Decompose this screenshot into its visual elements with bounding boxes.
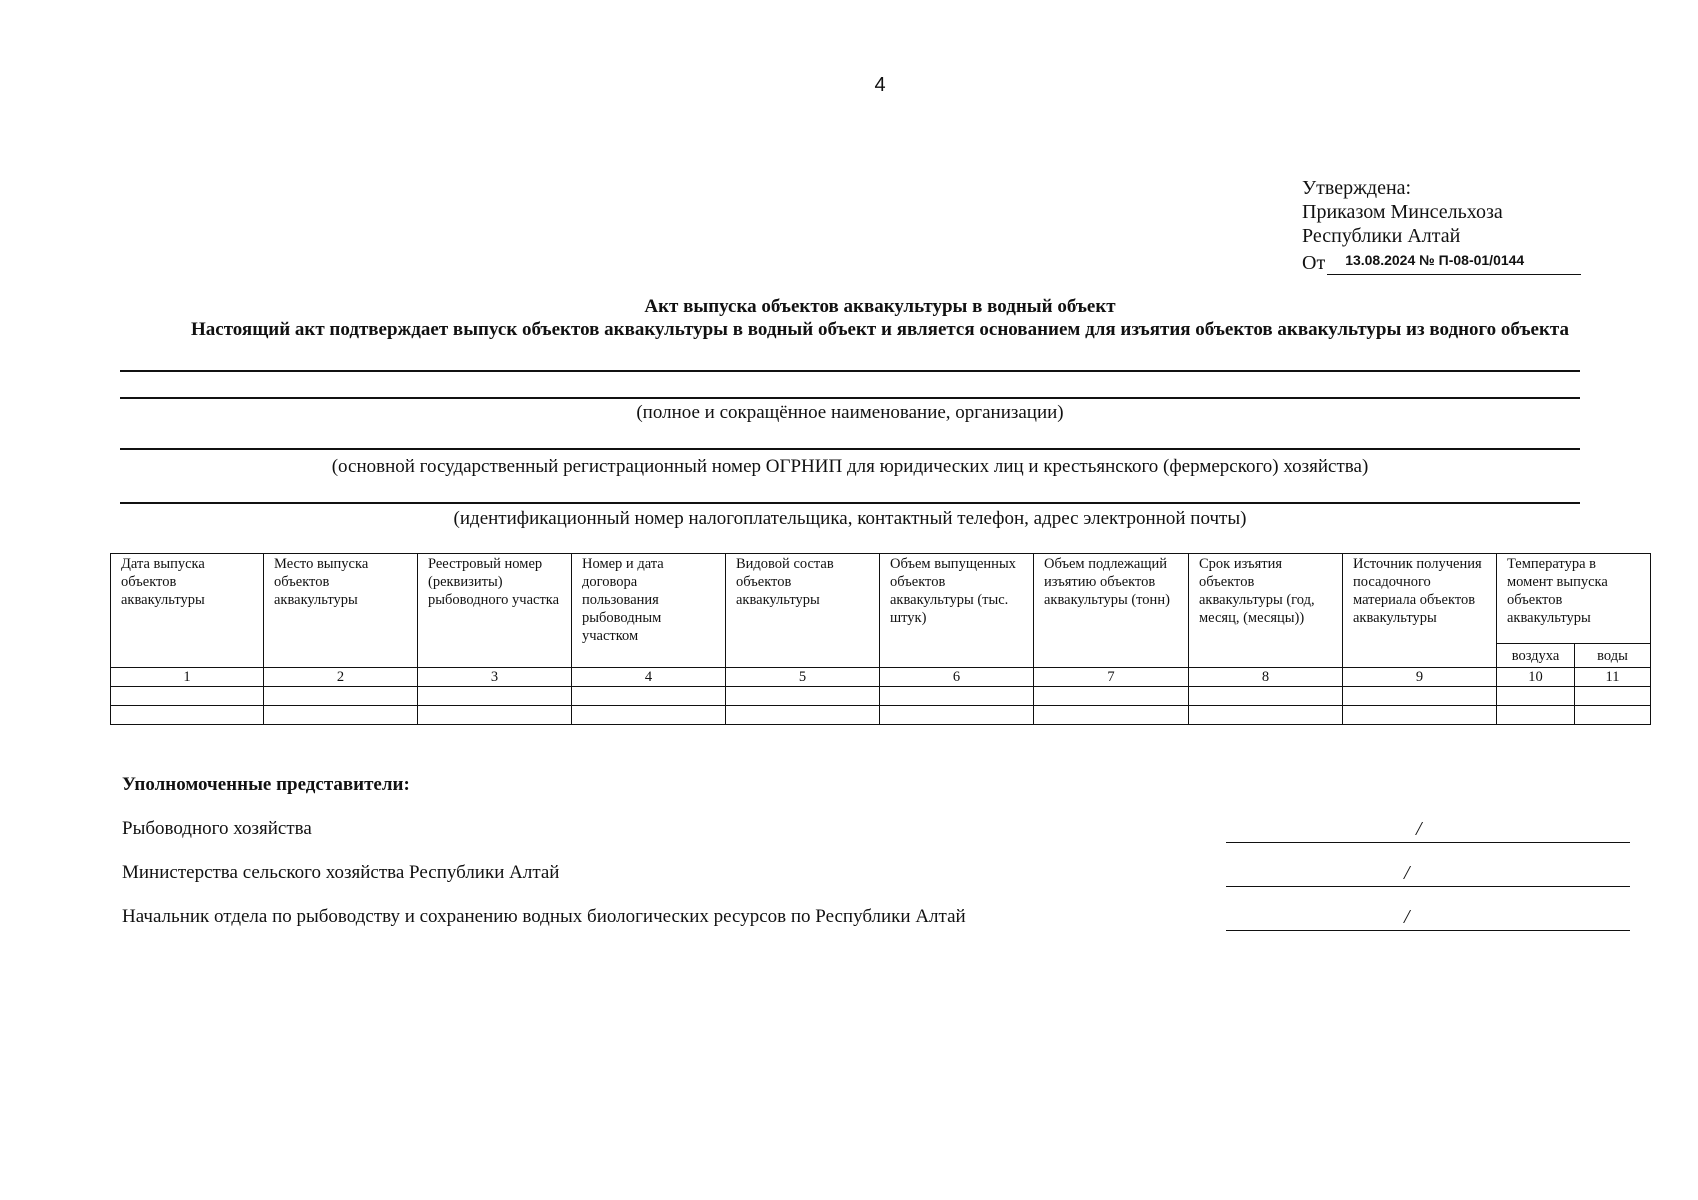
table-row [111,706,1651,725]
table-cell [1575,687,1651,706]
subheader-water: воды [1575,644,1651,668]
table-cell [1034,687,1189,706]
inn-line [120,502,1580,504]
signature-label: Министерства сельского хозяйства Республики Алтай [122,862,560,883]
column-number: 4 [572,668,726,687]
approval-line-3: Республики Алтай [1302,225,1461,247]
table-cell [1034,706,1189,725]
column-number-row [111,668,1651,687]
table-header-row [111,554,1651,644]
subheader-air: воздуха [1497,644,1575,668]
table-cell [1575,706,1651,725]
ogrnip-field [120,448,1580,450]
header-species: Видовой состав объектов аквакультуры [726,554,880,668]
column-number: 10 [1497,668,1575,687]
table-cell [880,687,1034,706]
table-cell [572,687,726,706]
inn-field [120,502,1580,504]
header-registry-number: Реестровый номер (реквизиты) рыбоводного участка [418,554,572,668]
org-name-line-2 [120,397,1580,399]
approval-line-2: Приказом Минсельхоза [1302,201,1503,223]
table-cell [1497,706,1575,725]
table-row [111,687,1651,706]
document-title-block [150,296,1610,341]
header-volume-released: Объем выпущенных объектов аквакультуры (тыс. штук) [880,554,1034,668]
column-number: 6 [880,668,1034,687]
column-number: 5 [726,668,880,687]
table-cell [264,706,418,725]
page-number: 4 [874,74,886,96]
column-number: 11 [1575,668,1651,687]
signature-line[interactable] [1226,906,1630,931]
approval-date-line [1302,248,1581,275]
table-cell [880,706,1034,725]
signature-separator: / [1416,818,1422,840]
table-cell [726,687,880,706]
header-volume-withdrawal: Объем подлежащий изъятию объектов аквакультуры (тонн) [1034,554,1189,668]
header-release-place: Место выпуска объектов аквакультуры [264,554,418,668]
table-cell [111,687,264,706]
release-table [110,553,1651,725]
ogrnip-caption: (основной государственный регистрационный номер ОГРНИП для юридических лиц и крестьянского (фермерского) хозяйства) [331,456,1369,477]
document-subtitle: Настоящий акт подтверждает выпуск объектов аквакультуры в водный объект и является основанием для изъятия объектов аквакультуры из водного объекта [191,319,1569,340]
document-title: Акт выпуска объектов аквакультуры в водный объект [644,296,1116,317]
ogrnip-line [120,448,1580,450]
approval-line-1: Утверждена: [1302,177,1412,199]
table-cell [111,706,264,725]
table-cell [418,706,572,725]
header-seed-source: Источник получения посадочного материала объектов аквакультуры [1343,554,1497,668]
signature-separator: / [1404,906,1410,928]
column-number: 3 [418,668,572,687]
approval-stamp [1302,176,1581,275]
approval-date-prefix: От [1302,252,1326,274]
table-cell [1497,687,1575,706]
table-cell [726,706,880,725]
approval-date-value: 13.08.2024 № П-08-01/0144 [1327,248,1581,275]
table-cell [264,687,418,706]
org-name-field [120,370,1580,399]
table-cell [418,687,572,706]
signature-line[interactable] [1226,862,1630,887]
column-number: 2 [264,668,418,687]
org-name-line-1 [120,370,1580,372]
column-number: 8 [1189,668,1343,687]
table-cell [1343,687,1497,706]
table-cell [1343,706,1497,725]
table-cell [1189,687,1343,706]
signature-label: Рыбоводного хозяйства [122,818,312,839]
representatives-title: Уполномоченные представители: [122,774,410,795]
signature-label: Начальник отдела по рыбоводству и сохранению водных биологических ресурсов по Республики Алтай [122,906,966,927]
header-release-date: Дата выпуска объектов аквакультуры [111,554,264,668]
column-number: 1 [111,668,264,687]
column-number: 7 [1034,668,1189,687]
inn-caption: (идентификационный номер налогоплательщика, контактный телефон, адрес электронной почты) [453,508,1247,529]
column-number: 9 [1343,668,1497,687]
header-withdrawal-term: Срок изъятия объектов аквакультуры (год, месяц, (месяцы)) [1189,554,1343,668]
header-contract: Номер и дата договора пользования рыбоводным участком [572,554,726,668]
org-name-caption: (полное и сокращённое наименование, организации) [636,402,1064,423]
signature-separator: / [1404,862,1410,884]
signature-line[interactable] [1226,818,1630,843]
table-cell [572,706,726,725]
header-temperature: Температура в момент выпуска объектов аквакультуры [1497,554,1651,644]
table-cell [1189,706,1343,725]
